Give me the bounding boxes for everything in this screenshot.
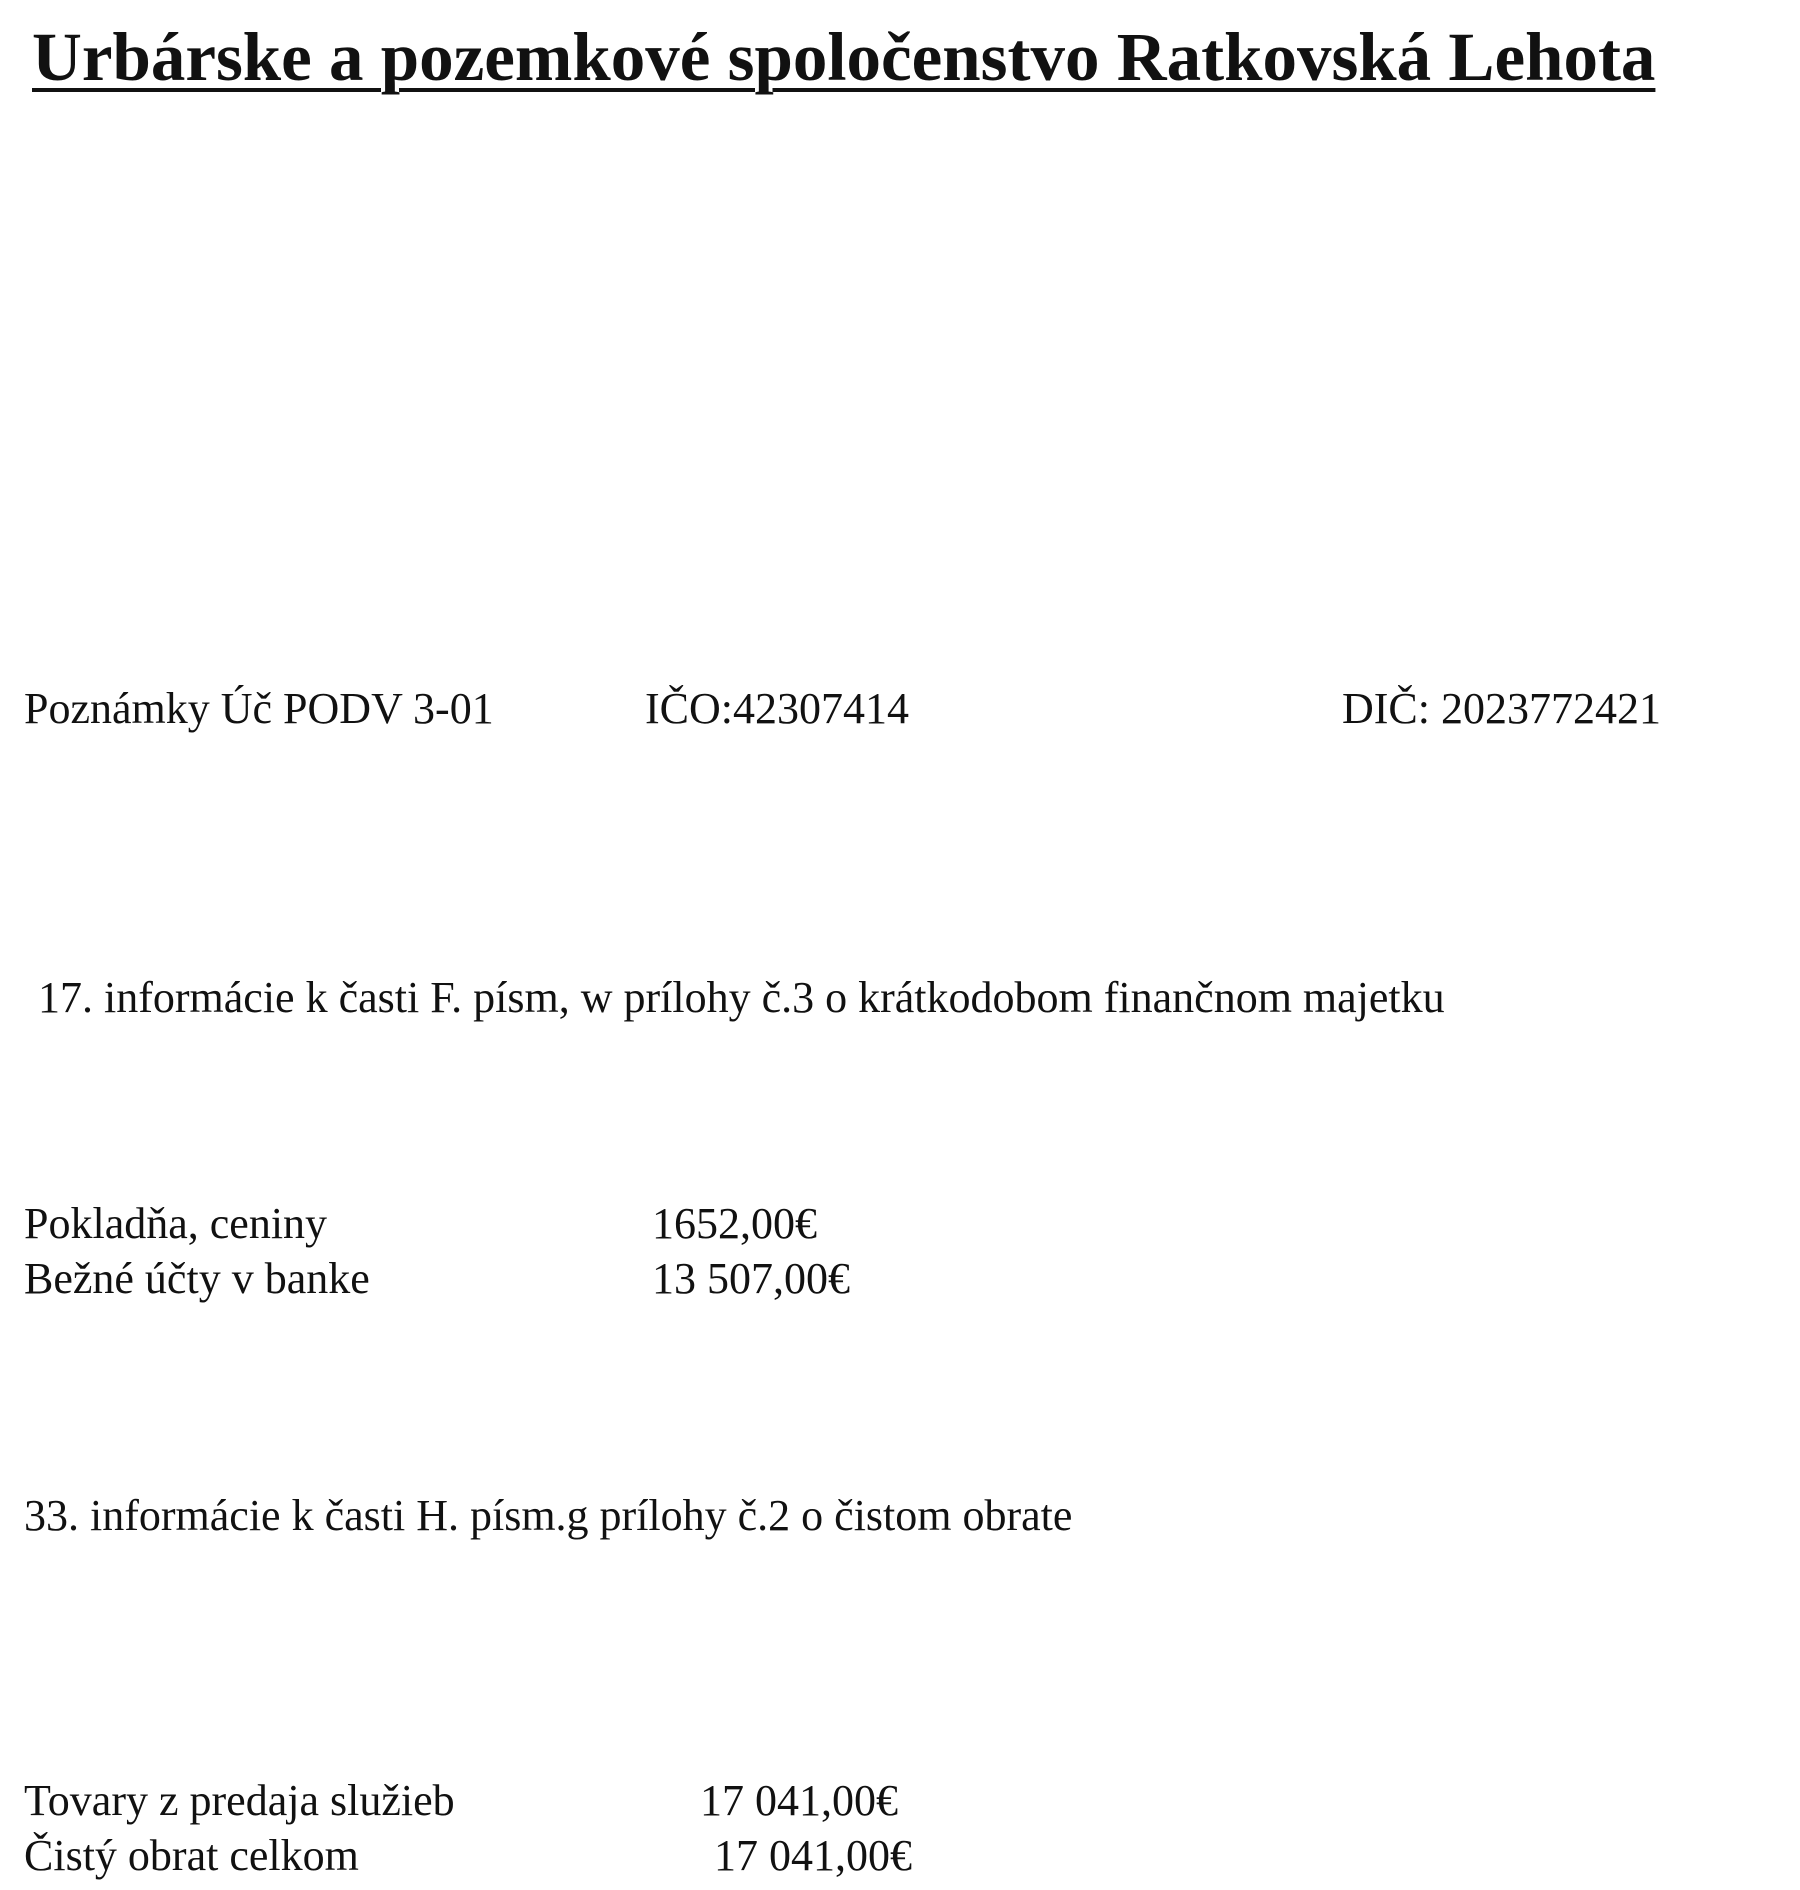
net-turnover-label: Čistý obrat celkom [24,1831,359,1880]
cash-label: Pokladňa, ceniny [24,1199,328,1248]
dic-number: DIČ: 2023772421 [1342,684,1661,733]
services-sales-label: Tovary z predaja služieb [24,1776,455,1825]
cash-value: 1652,00€ [652,1199,817,1248]
section-33-heading: 33. informácie k časti H. písm.g prílohy č.2 o čistom obrate [24,1491,1073,1540]
reference-label: Poznámky Úč PODV 3-01 [24,684,494,733]
bank-accounts-label: Bežné účty v banke [24,1254,370,1303]
document-title: Urbárske a pozemkové spoločenstvo Ratkovská Lehota [32,19,1656,95]
ico-number: IČO:42307414 [645,684,909,733]
bank-accounts-value: 13 507,00€ [652,1254,850,1303]
net-turnover-value: 17 041,00€ [714,1831,912,1880]
services-sales-value: 17 041,00€ [700,1776,898,1825]
section-17-heading: 17. informácie k časti F. písm, w prílohy č.3 o krátkodobom finančnom majetku [38,973,1445,1022]
